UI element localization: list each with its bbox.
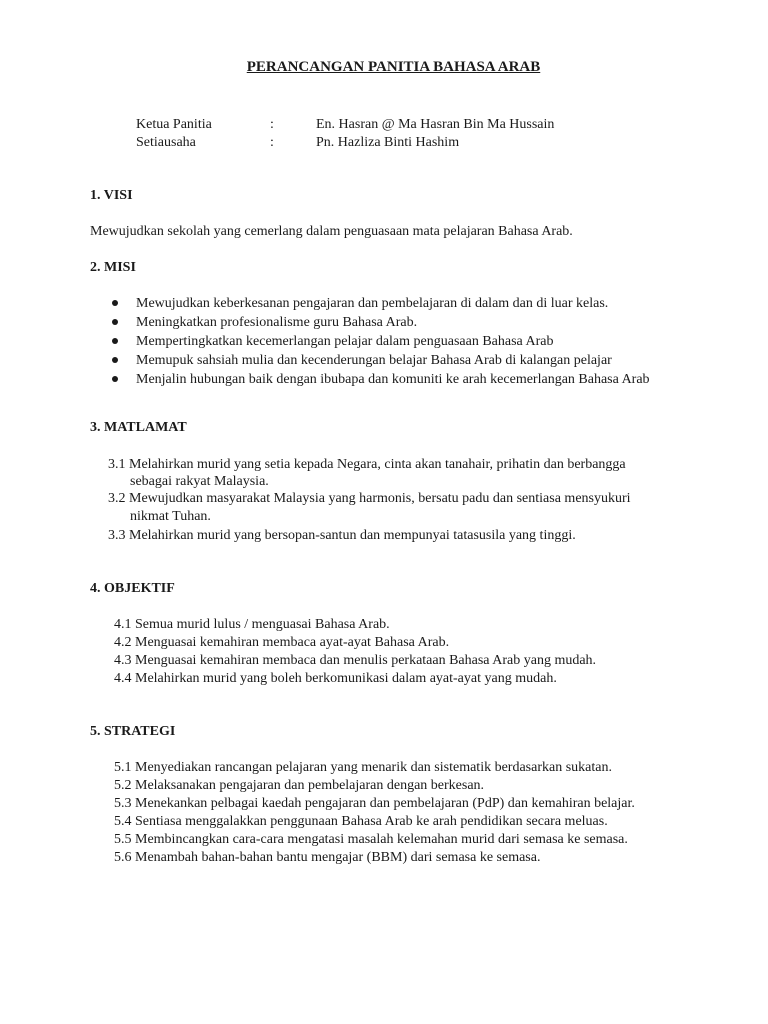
bullet-icon [112, 357, 118, 363]
matlamat-item-2-line1: 3.2 Mewujudkan masyarakat Malaysia yang harmonis, bersatu padu dan sentiasa mensyukuri [108, 491, 631, 506]
bullet-icon [112, 319, 118, 325]
matlamat-item-3-line1: 3.3 Melahirkan murid yang bersopan-santun dan mempunyai tatasusila yang tinggi. [108, 528, 576, 543]
list-item-text: Meningkatkan profesionalisme guru Bahasa Arab. [136, 315, 418, 330]
list-item: 5.5 Membincangkan cara-cara mengatasi masalah kelemahan murid dari semasa ke semasa. [114, 832, 628, 847]
staff-name: En. Hasran @ Ma Hasran Bin Ma Hussain [316, 117, 555, 132]
section-heading-matlamat: 3. MATLAMAT [90, 420, 187, 435]
list-item [110, 370, 650, 389]
list-item-text: Menjalin hubungan baik dengan ibubapa dan komuniti ke arah kecemerlangan Bahasa Arab [136, 372, 650, 387]
list-item: 5.1 Menyediakan rancangan pelajaran yang menarik dan sistematik berdasarkan sukatan. [114, 760, 612, 775]
list-item-text: Mewujudkan keberkesanan pengajaran dan pembelajaran di dalam dan di luar kelas. [136, 296, 609, 311]
staff-colon: : [270, 135, 274, 150]
list-item: 5.3 Menekankan pelbagai kaedah pengajaran dan pembelajaran (PdP) dan kemahiran belajar. [114, 796, 635, 811]
bullet-icon [112, 338, 118, 344]
document-title: PERANCANGAN PANITIA BAHASA ARAB [246, 59, 541, 75]
list-item: 4.2 Menguasai kemahiran membaca ayat-ayat Bahasa Arab. [114, 635, 450, 650]
list-item-text: Memupuk sahsiah mulia dan kecenderungan belajar Bahasa Arab di kalangan pelajar [136, 353, 612, 368]
matlamat-item-1-line2: sebagai rakyat Malaysia. [130, 474, 269, 489]
list-item [110, 313, 650, 332]
list-item: 4.3 Menguasai kemahiran membaca dan menulis perkataan Bahasa Arab yang mudah. [114, 653, 597, 668]
staff-role: Setiausaha [136, 135, 196, 150]
staff-colon: : [270, 117, 274, 132]
list-item [110, 332, 650, 351]
list-item-text: Mempertingkatkan kecemerlangan pelajar dalam penguasaan Bahasa Arab [136, 334, 554, 349]
staff-name: Pn. Hazliza Binti Hashim [316, 135, 460, 150]
section-heading-misi: 2. MISI [90, 260, 136, 275]
section-heading-strategi: 5. STRATEGI [90, 724, 176, 739]
bullet-icon [112, 300, 118, 306]
list-item: 4.4 Melahirkan murid yang boleh berkomunikasi dalam ayat-ayat yang mudah. [114, 671, 557, 686]
bullet-icon [112, 376, 118, 382]
list-item [110, 351, 650, 370]
staff-role: Ketua Panitia [136, 117, 212, 132]
list-item: 4.1 Semua murid lulus / menguasai Bahasa Arab. [114, 617, 390, 632]
list-item: 5.2 Melaksanakan pengajaran dan pembelajaran dengan berkesan. [114, 778, 485, 793]
list-item: 5.6 Menambah bahan-bahan bantu mengajar (BBM) dari semasa ke semasa. [114, 850, 541, 865]
matlamat-item-2-line2: nikmat Tuhan. [130, 509, 211, 524]
list-item [110, 294, 650, 313]
objektif-list [114, 616, 596, 687]
misi-list [110, 294, 650, 389]
list-item: 5.4 Sentiasa menggalakkan penggunaan Bahasa Arab ke arah pendidikan secara meluas. [114, 814, 608, 829]
visi-text: Mewujudkan sekolah yang cemerlang dalam penguasaan mata pelajaran Bahasa Arab. [90, 224, 573, 239]
matlamat-item-1-line1: 3.1 Melahirkan murid yang setia kepada Negara, cinta akan tanahair, prihatin dan berbangga [108, 457, 626, 472]
section-heading-visi: 1. VISI [90, 188, 133, 203]
section-heading-objektif: 4. OBJEKTIF [90, 581, 175, 596]
strategi-list [114, 759, 635, 866]
